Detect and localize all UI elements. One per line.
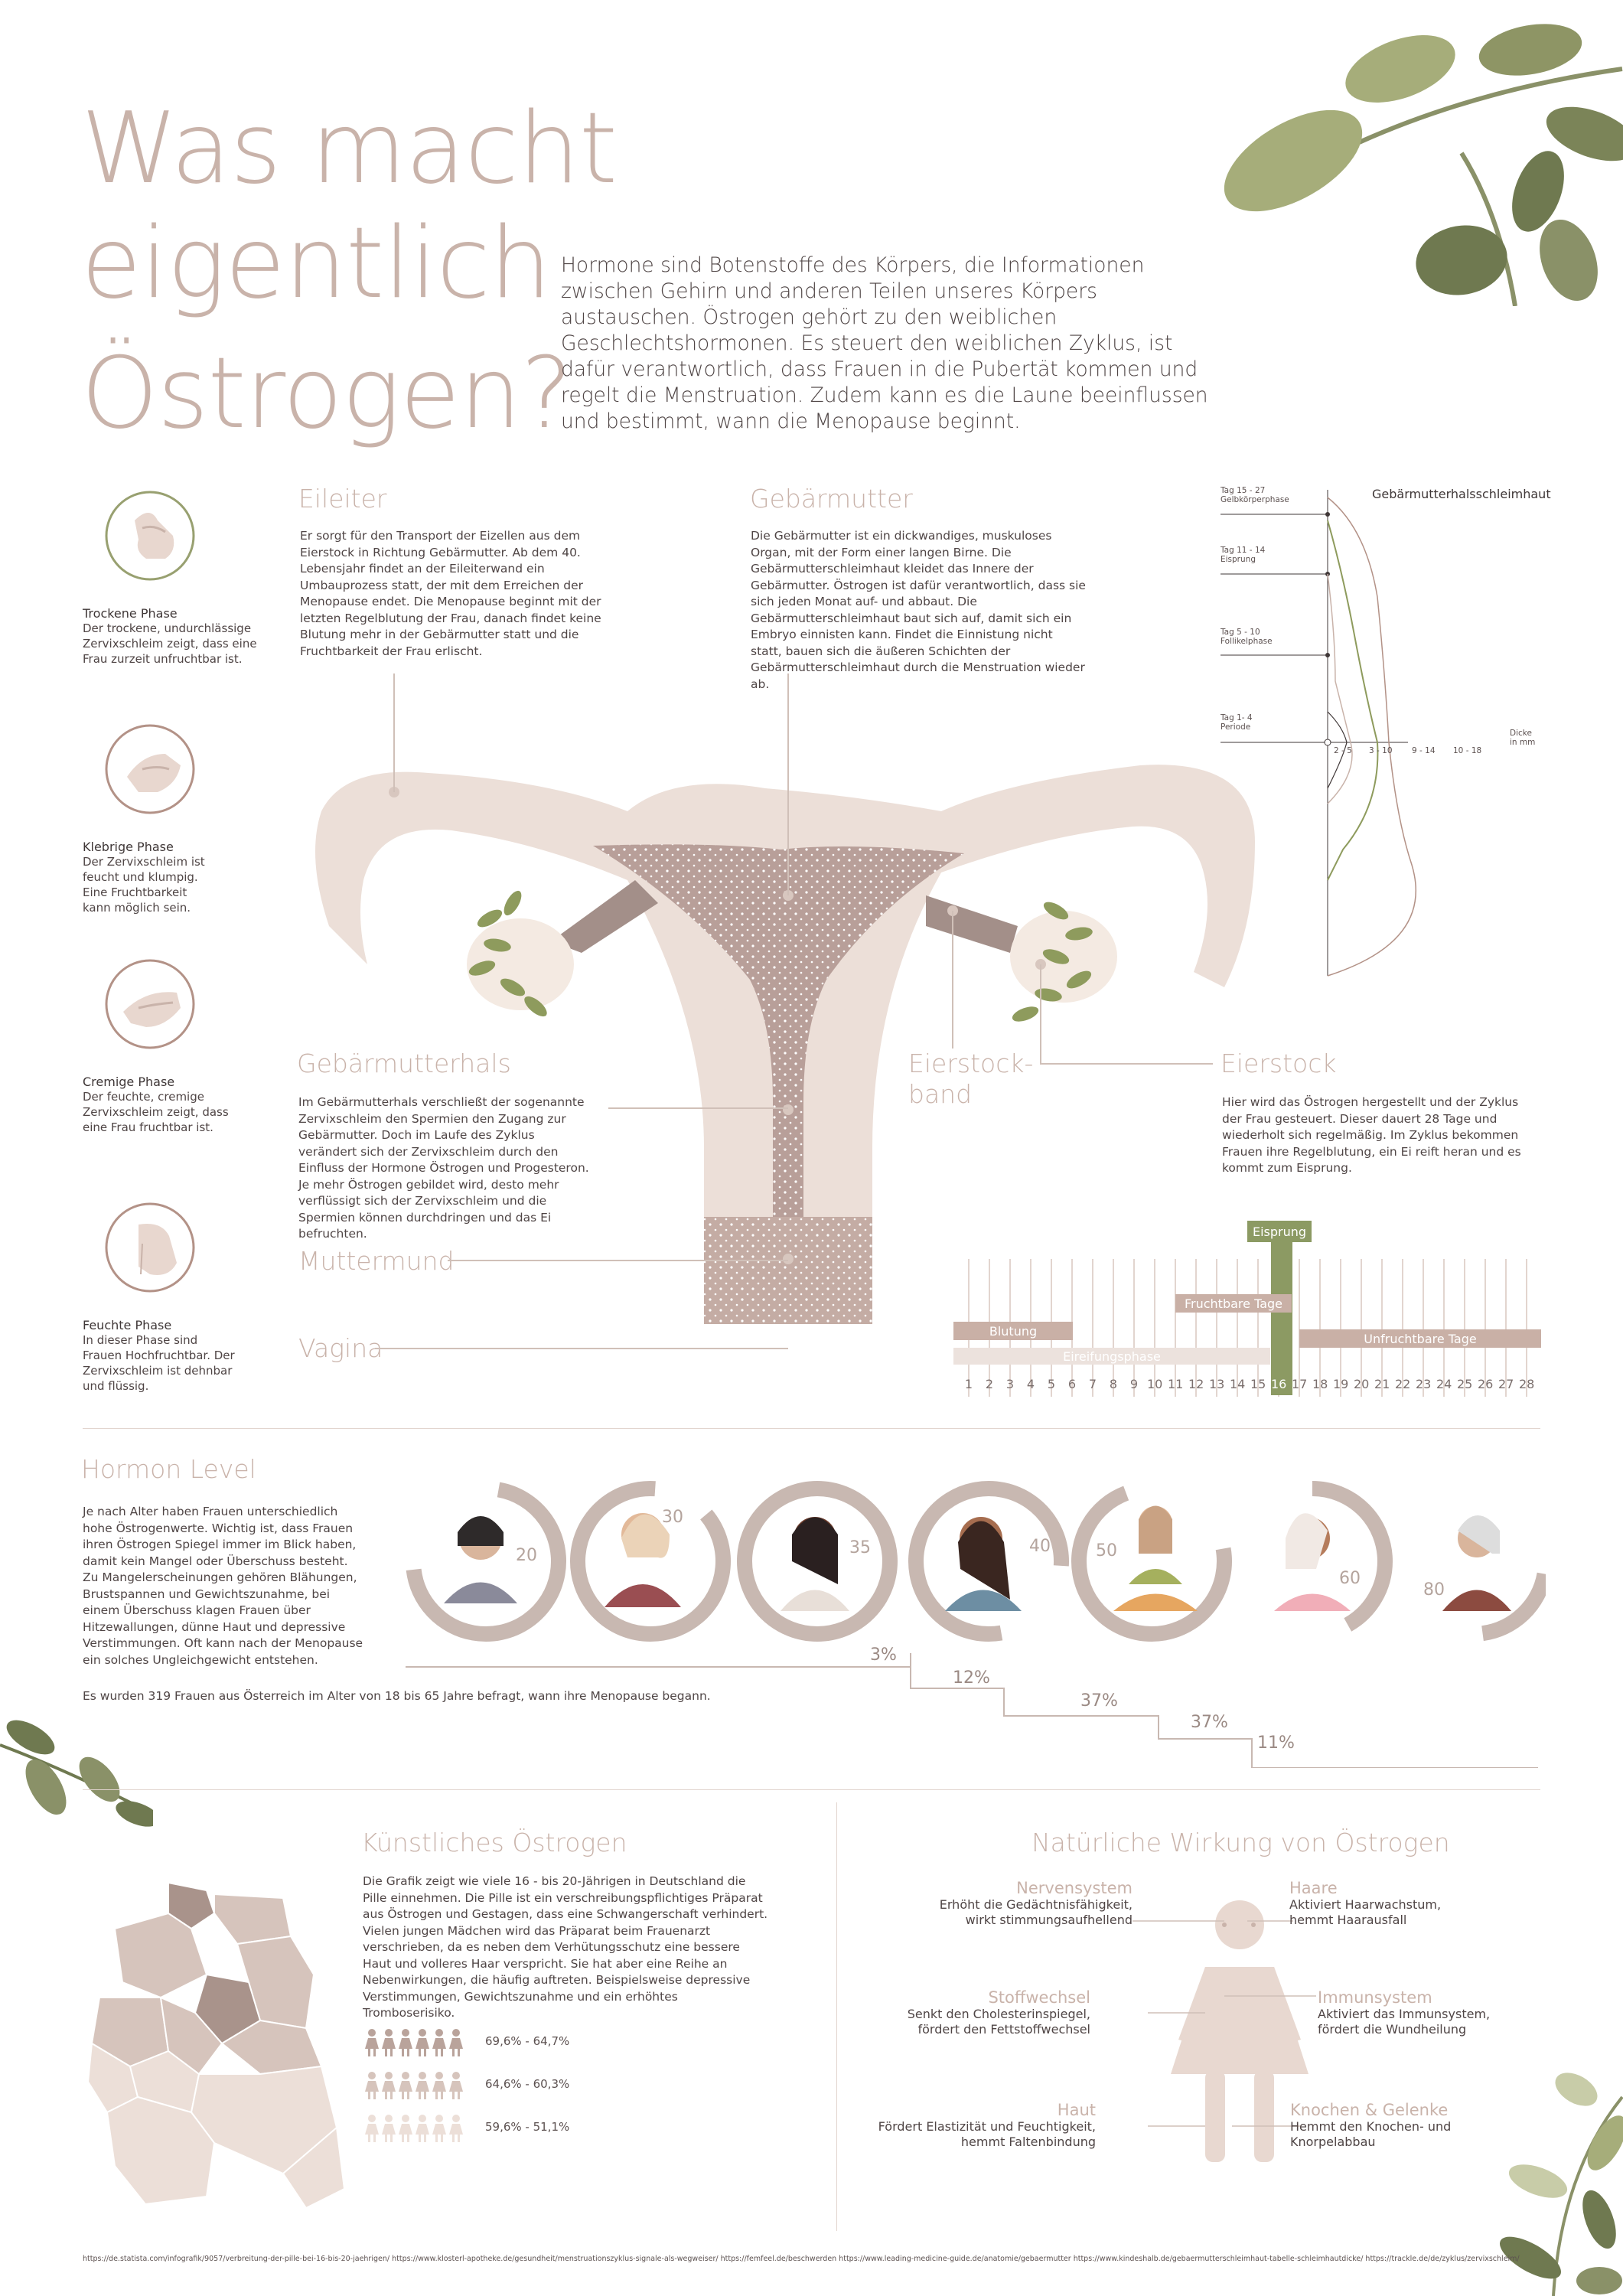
cycle-day-number: 14 [1230,1377,1246,1391]
cycle-grid-lines [949,1221,1546,1404]
phase-title: Trockene Phase [83,606,178,621]
cycle-day-number: 16 [1271,1377,1287,1391]
hormon-level-text: Je nach Alter haben Frauen unterschiedlich hohe Östrogenwerte. Wichtig ist, dass Frauen ihren Östrogen Spiegel immer im Blick haben, damit kein Mangel oder Überschuss besteht. Zu Mangelerscheinungen gehören Blähungen, Brustspannen und Gewichtszunahme, bei einem Überschuss klagen Frauen über Hitzewallungen, dünne Haut und depressive Verstimmungen. Oft kann nach der Menopause ein solches Ungleichgewicht entstehen. [83,1505,363,1667]
woman-icons [364,2028,468,2057]
woman-icon [432,2124,446,2142]
legend-range: 59,6% - 51,1% [485,2120,570,2134]
woman-icon [416,2038,429,2056]
woman-icon-head [385,2029,393,2037]
woman-icon [432,2038,446,2056]
mucosa-tick: 10 - 18 [1453,746,1482,755]
phase-text: In dieser Phase sind Frauen Hochfruchtbar. Der Zervixschleim ist dehnbar und flüssig. [83,1333,235,1393]
woman-icon [382,2124,396,2142]
woman-icon-head [402,2072,409,2079]
page-title-line-1: Was macht eigentlich [81,92,617,321]
legend-range: 64,6% - 60,3% [485,2077,570,2091]
cycle-day-number: 18 [1312,1377,1328,1391]
woman-icon [382,2038,396,2056]
effect-knochen: Knochen & Gelenke Hemmt den Knochen- und Knorpelabbau [1290,2101,1452,2149]
woman-icon [365,2081,379,2099]
cycle-day-number: 15 [1250,1377,1266,1391]
mucosa-tick: 9 - 14 [1412,746,1436,755]
sources: https://de.statista.com/infografik/9057/verbreitung-der-pille-bei-16-bis-20-jaehrigen/ https://www.klosterl-apotheke.de/gesundheit/menstruationszyklus-signale-als-wegweiser/ https://femfeel.de/beschwerden https://www.leading-medicine-guide.de/anatomie/gebaermutter https://www.kindeshalb.de/gebaermutterschleimhaut-tabelle-schleimhautdicke/ https://trackle.de/de/zyklus/zervixschleim/ [83,2255,1520,2263]
gebaermutter-text: Die Gebärmutter ist ein dickwandiges, muskuloses Organ, mit der Form einer langen Birne. Die Gebärmutterschleimhaut kleidet das Innere der Gebärmutter. Östrogen ist dafür verantwortlich, dass sie sich jeden Monat auf- und abbaut. Die Gebärmutterschleimhaut baut sich auf, damit sich ein Embryo einnisten kann. Findet die Einnistung nicht statt, bauen sich die äußeren Schichten der Gebärmutterschleimhaut durch die Menstruation wieder ab. [751,529,1086,691]
age-label: 80 [1423,1580,1445,1600]
germany-map [84,1867,344,2212]
age-label: 35 [849,1538,871,1557]
percent-label: 37% [1191,1713,1228,1732]
woman-icon [365,2124,379,2142]
woman-icon-head [402,2115,409,2122]
percent-label: 37% [1080,1691,1118,1711]
woman-icon [382,2081,396,2099]
woman-icons [364,2114,468,2143]
woman-icon-head [419,2115,426,2122]
page-title-line-2: Östrogen? [81,337,572,451]
woman-icon-head [452,2115,460,2122]
mucosa-row-label: Tag 1- 4 Periode [1221,713,1253,732]
woman-icon [399,2038,412,2056]
unfruchtbare-tage-bar: Unfruchtbare Tage [1299,1329,1541,1348]
eireifungsphase-bar: Eireifungsphase [953,1348,1270,1365]
legend-row [364,2071,609,2114]
kuenstlich-text: Die Grafik zeigt wie viele 16 - bis 20-Jährigen in Deutschland die Pille einnehmen. Die Pille ist ein verschreibungspflichtiges Präparat aus Östrogen und Gestagen, dass eine Schwangerschaft verhindert. Vielen jungen Mädchen wird das Präparat beim Frauenarzt verschrieben, da es neben dem Verhütungsschutz eine bessere Haut und volleres Haar verspricht. Sie hat aber eine Reihe an Nebenwirkungen, die häufig auftreten. Beispielsweise depressive Verstimmungen, Gewichtszunahme und ein erhöhtes Tromboserisiko. [363,1874,768,2020]
mucosa-chart [1221,482,1550,980]
woman-icon-head [452,2029,460,2037]
cycle-day-number: 28 [1519,1377,1535,1391]
legend-range: 69,6% - 64,7% [485,2034,570,2048]
effect-immunsystem: Immunsystem Aktiviert das Immunsystem, fördert die Wundheilung [1318,1988,1491,2037]
cycle-day-number: 20 [1354,1377,1370,1391]
cycle-day-number: 8 [1109,1377,1118,1391]
woman-icon [416,2124,429,2142]
blutung-bar: Blutung [953,1322,1073,1340]
mucosa-axis-label: Dicke in mm [1510,729,1536,747]
woman-icon-head [385,2072,393,2079]
eierstockband-title: Eierstock- band [908,1049,1034,1109]
eierstock-title: Eierstock [1221,1049,1337,1078]
cycle-day-number: 22 [1395,1377,1411,1391]
cycle-day-number: 19 [1333,1377,1349,1391]
cycle-day-number: 17 [1292,1377,1308,1391]
percent-label: 3% [870,1645,897,1665]
menopause-staircase [406,1638,1538,1768]
intro-text: Hormone sind Botenstoffe des Körpers, die Informationen zwischen Gehirn und anderen Teilen unseres Körpers austauschen. Östrogen gehört zu den weiblichen Geschlechtshormonen. Es steuert den weiblichen Zyklus, ist dafür verantwortlich, dass Frauen in die Pubertät kommen und regelt die Menstruation. Zudem kann es die Laune beeinflussen und bestimmt, wann die Menopause beginnt. [561,253,1208,433]
legend-row [364,2028,609,2071]
cycle-day-number: 21 [1374,1377,1390,1391]
fruchtbare-tage-bar: Fruchtbare Tage [1175,1294,1292,1313]
effect-haut: Haut Fördert Elastizität und Feuchtigkeit, hemmt Faltenbindung [878,2101,1096,2149]
mucosa-row-label: Tag 15 - 27 Gelbkörperphase [1221,486,1289,504]
woman-icons [364,2071,468,2100]
gebaermutterhals-text: Im Gebärmutterhals verschließt der sogenannte Zervixschleim den Spermien den Zugang zur Gebärmutter. Doch im Laufe des Zyklus verändert sich der Zervixschleim durch den Einfluss der Hormone Östrogen und Progesteron. Je mehr Östrogen gebildet wird, desto mehr verflüssigt sich der Zervixschleim und die Spermien können durchdringen und das Ei befruchten. [298,1095,589,1241]
leaf-decoration-left [0,1714,153,1829]
age-label: 60 [1339,1569,1361,1588]
eisprung-label: Eisprung [1247,1221,1312,1242]
woman-icon [449,2038,463,2056]
age-label: 20 [516,1546,537,1565]
cycle-day-number: 25 [1457,1377,1473,1391]
mucosa-tick: 3 - 10 [1369,746,1393,755]
vertical-divider [836,1802,837,2231]
phase-title: Klebrige Phase [83,840,174,854]
survey-text: Es wurden 319 Frauen aus Österreich im Alter von 18 bis 65 Jahre befragt, wann ihre Menopause begann. [83,1689,711,1703]
cycle-day-number: 26 [1478,1377,1494,1391]
phase-title: Feuchte Phase [83,1318,172,1332]
eileiter-title: Eileiter [298,484,387,514]
effect-stoffwechsel: Stoffwechsel Senkt den Cholesterinspiegel, fördert den Fettstoffwechsel [907,1988,1090,2037]
phase-title: Cremige Phase [83,1075,175,1089]
gebaermutter-title: Gebärmutter [750,484,913,514]
woman-icon-head [368,2029,376,2037]
woman-icon-head [435,2072,443,2079]
effect-haare: Haare Aktiviert Haarwachstum, hemmt Haarausfall [1289,1879,1442,1927]
cycle-day-number: 12 [1188,1377,1204,1391]
divider [83,1789,1540,1790]
natuerlich-title: Natürliche Wirkung von Östrogen [1031,1828,1450,1857]
cycle-day-number: 11 [1168,1377,1184,1391]
woman-icon-head [419,2029,426,2037]
cycle-day-number: 24 [1436,1377,1452,1391]
age-label: 40 [1029,1537,1051,1556]
age-label: 50 [1096,1541,1117,1561]
eileiter-text: Er sorgt für den Transport der Eizellen aus dem Eierstock in Richtung Gebärmutter. Ab dem 40. Lebensjahr findet an der Eileiterwand ein Umbauprozess statt, der mit dem Erreichen der Menopause endet. Die Menopause beginnt mit der letzten Regelblutung der Frau, danach findet keine Blutung mehr in der Gebärmutter statt und die Fruchtbarkeit der Frau erlischt. [300,529,601,658]
woman-icon [449,2124,463,2142]
woman-icon-head [385,2115,393,2122]
mucosa-row-label: Tag 5 - 10 Follikelphase [1221,628,1273,646]
cycle-day-number: 6 [1067,1377,1077,1391]
cycle-day-number: 23 [1416,1377,1432,1391]
phase-text: Der Zervixschleim ist feucht und klumpig. Eine Fruchtbarkeit kann möglich sein. [83,855,205,915]
divider [83,1428,1540,1429]
woman-icon [399,2081,412,2099]
woman-icon [416,2081,429,2099]
percent-label: 11% [1257,1733,1295,1753]
cycle-day-number: 13 [1209,1377,1225,1391]
phase-text: Der feuchte, cremige Zervixschleim zeigt, dass eine Frau fruchtbar ist. [83,1090,229,1134]
mucosa-tick: 2 - 5 [1334,746,1352,755]
mucosa-chart-title: Gebärmutterhalsschleimhaut [1372,487,1551,501]
woman-icon [399,2124,412,2142]
cycle-day-number: 5 [1047,1377,1056,1391]
cycle-day-number: 10 [1147,1377,1163,1391]
woman-icon-head [452,2072,460,2079]
woman-icon [449,2081,463,2099]
woman-icon-head [402,2029,409,2037]
pill-legend [364,2028,609,2157]
cycle-day-number: 27 [1498,1377,1514,1391]
mucosa-row-label: Tag 11 - 14 Eisprung [1221,546,1266,564]
vagina-title: Vagina [298,1333,383,1363]
legend-row [364,2114,609,2157]
woman-icon-head [419,2072,426,2079]
woman-icon-head [368,2115,376,2122]
age-label: 30 [662,1508,683,1527]
effect-nervensystem: Nervensystem Erhöht die Gedächtnisfähigkeit, wirkt stimmungsaufhellend [939,1879,1133,1927]
woman-icon-head [368,2072,376,2079]
muttermund-title: Muttermund [298,1246,455,1276]
woman-icon-head [435,2115,443,2122]
mucosa-curves [1221,482,1550,980]
woman-icon-head [435,2029,443,2037]
kuenstlich-title: Künstliches Östrogen [361,1828,627,1857]
cycle-day-number: 3 [1005,1377,1015,1391]
hormon-level-title: Hormon Level [81,1454,256,1484]
woman-icon [365,2038,379,2056]
percent-label: 12% [953,1668,990,1688]
cycle-day-number: 2 [985,1377,994,1391]
cycle-day-number: 9 [1129,1377,1139,1391]
eierstock-text: Hier wird das Östrogen hergestellt und der Zyklus der Frau gesteuert. Dieser dauert 28 Tage und wiederholt sich regelmäßig. Im Zyklus bekommen Frauen ihre Regelblutung, ein Ei reift heran und es kommt zum Eisprung. [1222,1095,1521,1175]
ovulation-day-bar [1271,1242,1292,1395]
phase-text: Der trockene, undurchlässige Zervixschleim zeigt, dass eine Frau zurzeit unfruchtbar ist. [83,621,257,666]
cycle-day-number: 1 [964,1377,973,1391]
cycle-chart [949,1221,1546,1404]
cycle-day-number: 7 [1088,1377,1097,1391]
cycle-day-number: 4 [1026,1377,1035,1391]
gebaermutterhals-title: Gebärmutterhals [297,1049,511,1078]
woman-icon [432,2081,446,2099]
